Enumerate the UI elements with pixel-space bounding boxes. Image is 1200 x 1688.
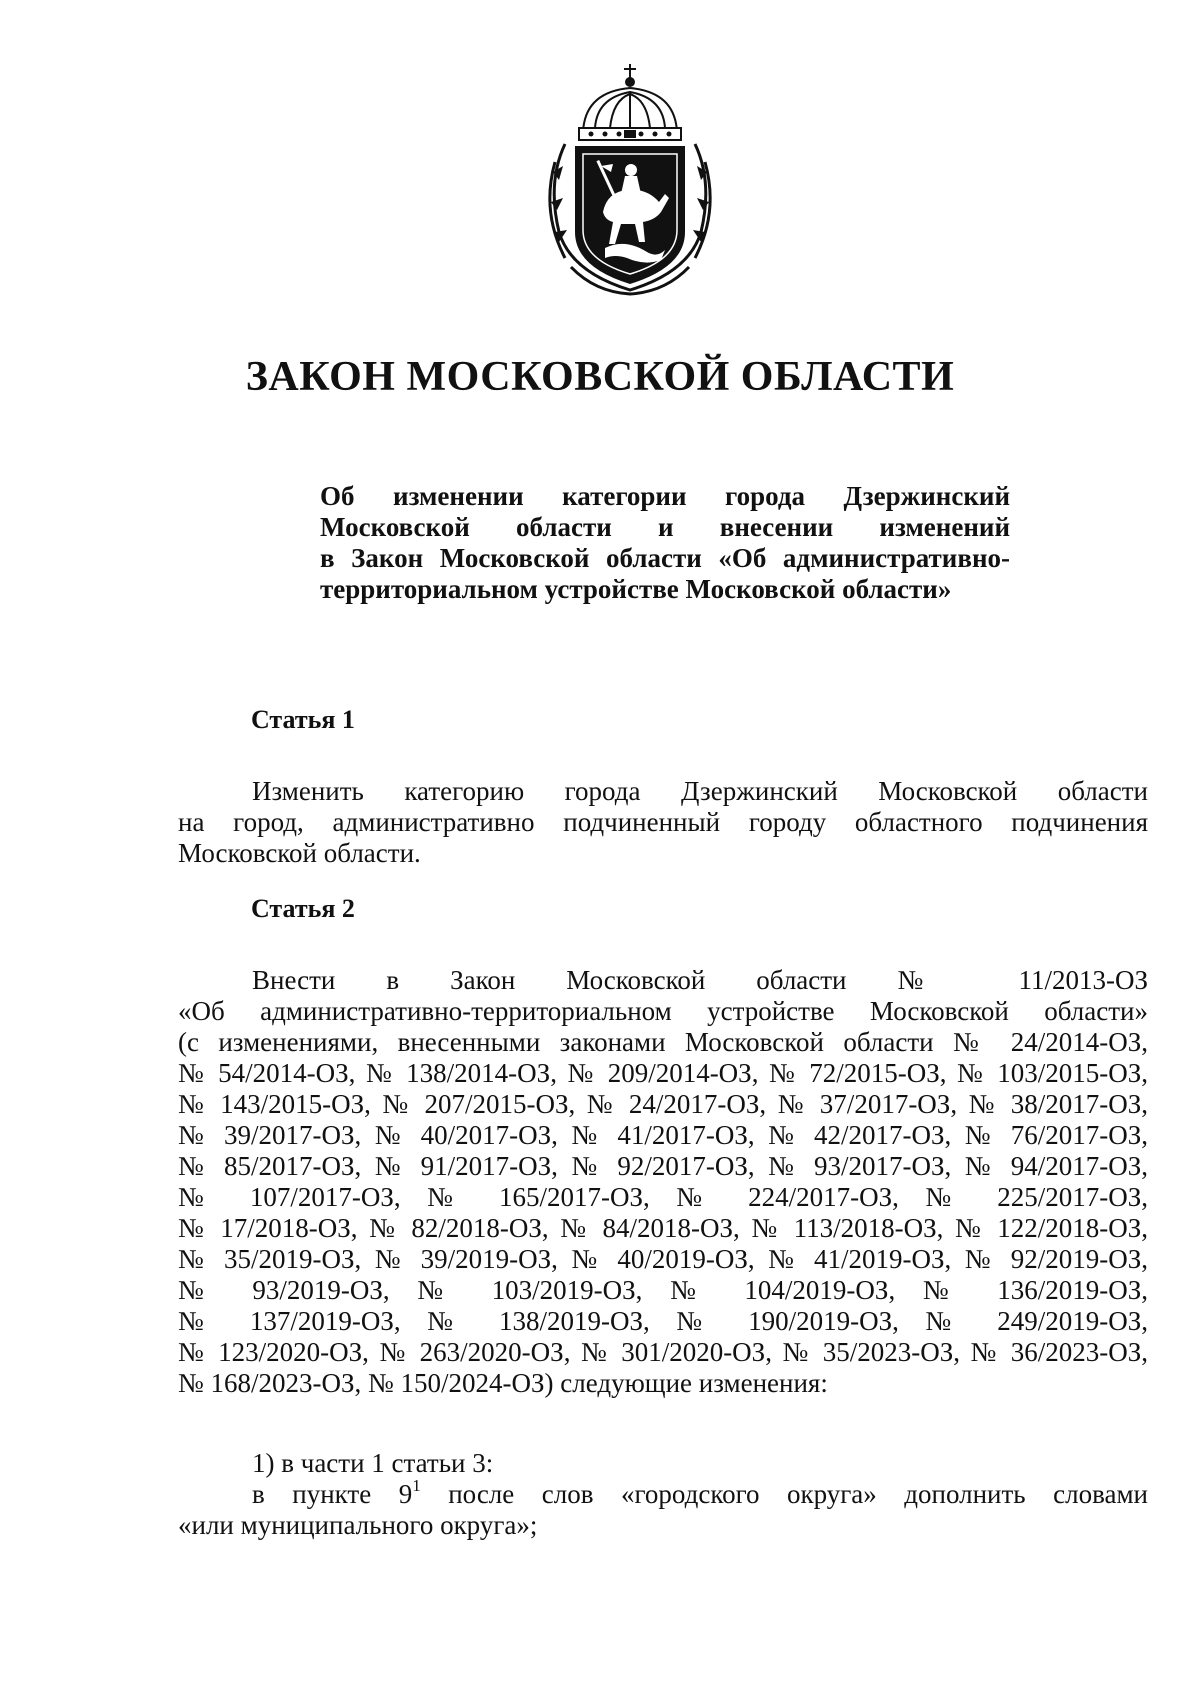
text-line: «Об административно-территориальном устройстве Московской области» (178, 996, 1148, 1026)
law-subtitle (320, 481, 1010, 605)
subtitle-line: Московской области и внесении изменений (320, 512, 1010, 542)
coat-of-arms-icon (535, 62, 725, 298)
item-label: 1) в части 1 статьи 3: (252, 1448, 494, 1478)
document-title: ЗАКОН МОСКОВСКОЙ ОБЛАСТИ (245, 354, 955, 400)
text-line: № 123/2020-ОЗ, № 263/2020-ОЗ, № 301/2020-ОЗ, № 35/2023-ОЗ, № 36/2023-ОЗ, (178, 1337, 1148, 1367)
article-2-item-1 (178, 1448, 1148, 1541)
text-line: на город, административно подчиненный городу областного подчинения (178, 807, 1148, 837)
subtitle-line: территориальном устройстве Московской области» (320, 574, 952, 604)
text-line: № 137/2019-ОЗ, № 138/2019-ОЗ, № 190/2019-ОЗ, № 249/2019-ОЗ, (178, 1306, 1148, 1336)
text-line: № 54/2014-ОЗ, № 138/2014-ОЗ, № 209/2014-ОЗ, № 72/2015-ОЗ, № 103/2015-ОЗ, (178, 1058, 1148, 1088)
article-1-heading: Статья 1 (251, 705, 355, 734)
subtitle-line: в Закон Московской области «Об административно- (320, 543, 1010, 573)
text-line: Внести в Закон Московской области № 11/2013-ОЗ (252, 965, 1148, 995)
text-line: № 35/2019-ОЗ, № 39/2019-ОЗ, № 40/2019-ОЗ, № 41/2019-ОЗ, № 92/2019-ОЗ, (178, 1244, 1148, 1274)
article-2-text (178, 965, 1148, 1399)
text-line: № 143/2015-ОЗ, № 207/2015-ОЗ, № 24/2017-ОЗ, № 37/2017-ОЗ, № 38/2017-ОЗ, (178, 1089, 1148, 1119)
text-line: № 17/2018-ОЗ, № 82/2018-ОЗ, № 84/2018-ОЗ, № 113/2018-ОЗ, № 122/2018-ОЗ, (178, 1213, 1148, 1243)
text-line: Московской области. (178, 838, 421, 868)
text-line: (с изменениями, внесенными законами Московской области № 24/2014-ОЗ, (178, 1027, 1148, 1057)
article-1-text (178, 776, 1148, 869)
superscript: 1 (412, 1476, 421, 1495)
item-text-after: после слов «городского округа» дополнить словами (420, 1479, 1148, 1509)
text-line: № 168/2023-ОЗ, № 150/2024-ОЗ) следующие изменения: (178, 1368, 828, 1398)
item-text-before: в пункте 9 (252, 1479, 413, 1509)
text-line: № 39/2017-ОЗ, № 40/2017-ОЗ, № 41/2017-ОЗ, № 42/2017-ОЗ, № 76/2017-ОЗ, (178, 1120, 1148, 1150)
text-line: № 93/2019-ОЗ, № 103/2019-ОЗ, № 104/2019-ОЗ, № 136/2019-ОЗ, (178, 1275, 1148, 1305)
subtitle-line: Об изменении категории города Дзержинский (320, 481, 1010, 511)
text-line: № 107/2017-ОЗ, № 165/2017-ОЗ, № 224/2017-ОЗ, № 225/2017-ОЗ, (178, 1182, 1148, 1212)
text-line: № 85/2017-ОЗ, № 91/2017-ОЗ, № 92/2017-ОЗ, № 93/2017-ОЗ, № 94/2017-ОЗ, (178, 1151, 1148, 1181)
item-text-line (178, 1476, 1148, 1510)
text-line: Изменить категорию города Дзержинский Московской области (252, 776, 1148, 806)
article-2-heading: Статья 2 (251, 894, 355, 923)
item-text-line: «или муниципального округа»; (178, 1510, 538, 1540)
